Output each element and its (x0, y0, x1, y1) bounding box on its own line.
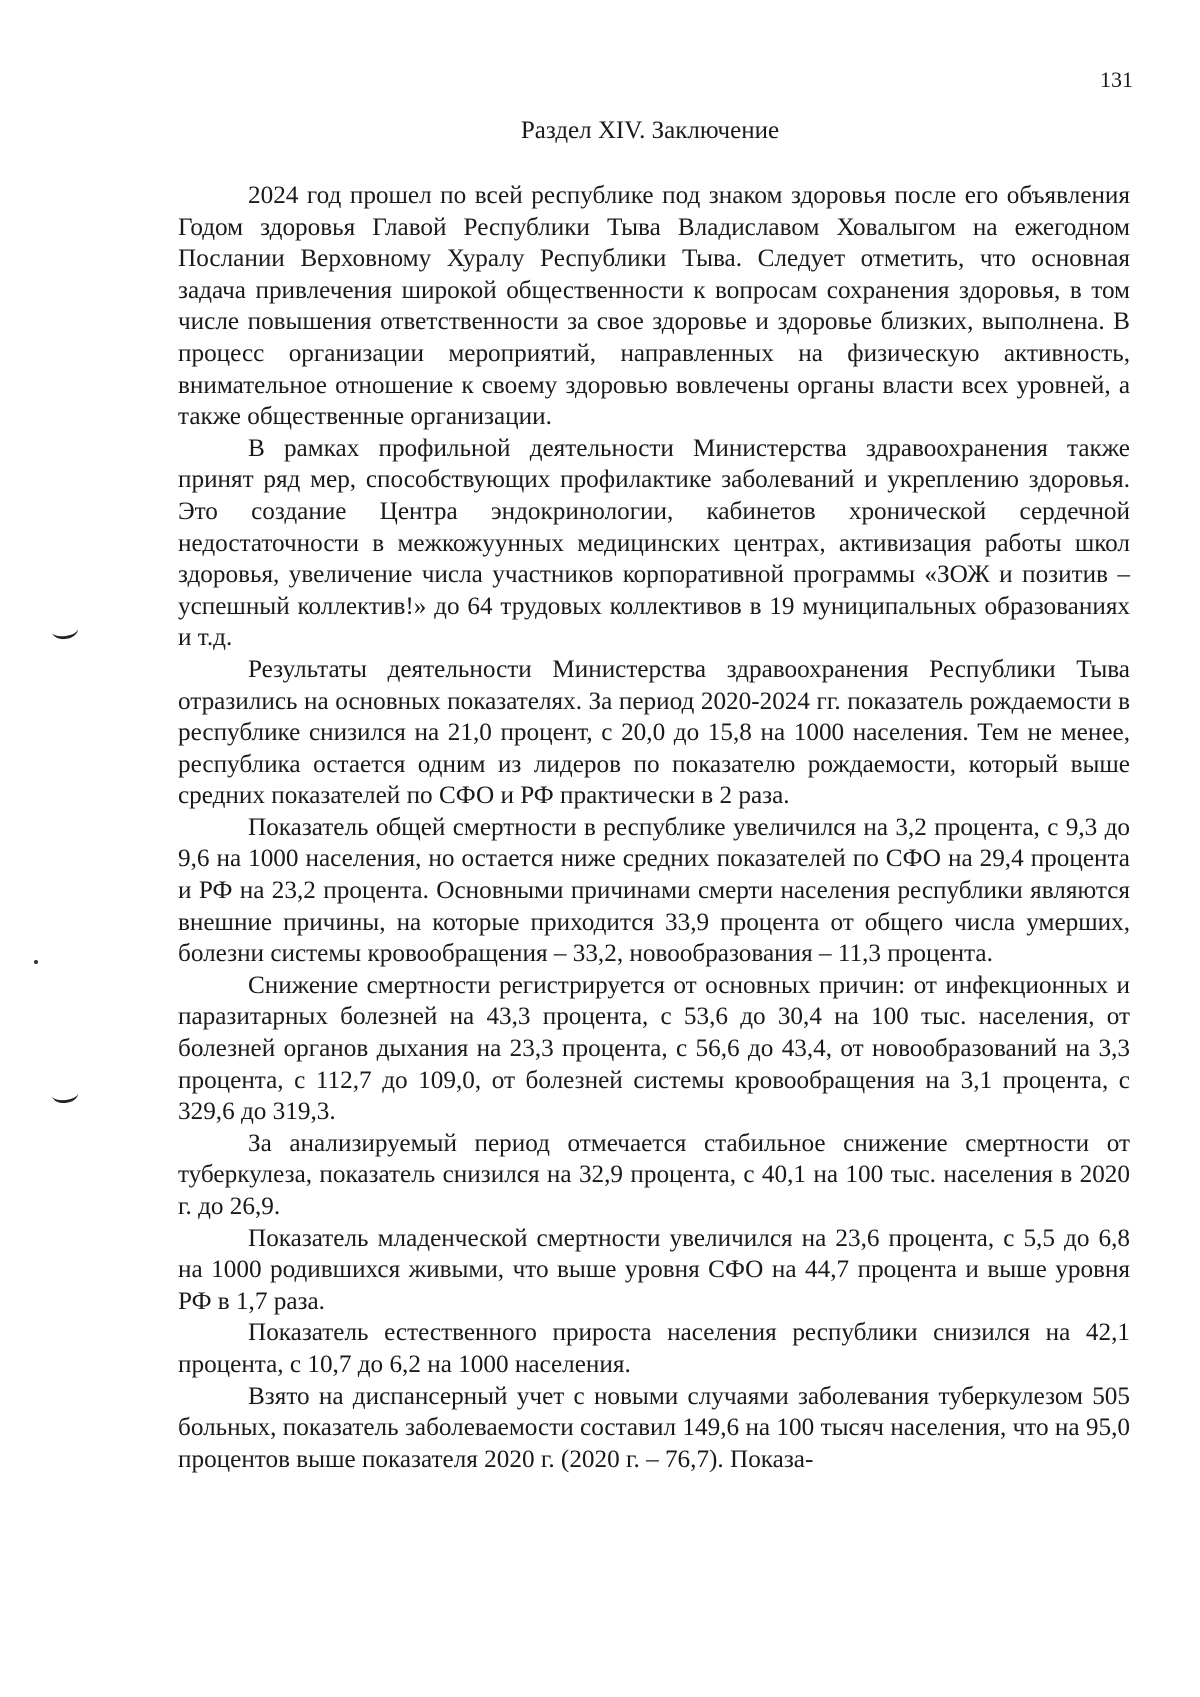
paragraph: В рамках профильной деятельности Министерства здравоохранения также принят ряд мер, способствующих профилактике заболеваний и укреплению здоровья. Это создание Центра эндокринологии, кабинетов хронической сердечной недостаточности в межкожуунных медицинских центрах, активизация работы школ здоровья, увеличение числа участников корпоративной программы «ЗОЖ и позитив – успешный коллектив!» до 64 трудовых коллективов в 19 муниципальных образованиях и т.д. (178, 434, 1130, 652)
body-text (178, 180, 1130, 1475)
paragraph: 2024 год прошел по всей республике под знаком здоровья после его объявления Годом здоровья Главой Республики Тыва Владиславом Ховалыгом на ежегодном Послании Верховному Хуралу Республики Тыва. Следует отметить, что основная задача привлечения широкой общественности к вопросам сохранения здоровья, в том числе повышения ответственности за свое здоровье и здоровье близких, выполнена. В процесс организации мероприятий, направленных на физическую активность, внимательное отношение к своему здоровью вовлечены органы власти всех уровней, а также общественные организации. (178, 182, 1130, 431)
paragraph: Результаты деятельности Министерства здравоохранения Республики Тыва отразились на основных показателях. За период 2020-2024 гг. показатель рождаемости в республике снизился на 21,0 процент, с 20,0 до 15,8 на 1000 населения. Тем не менее, республика остается одним из лидеров по показателю рождаемости, который выше средних показателей по СФО и РФ практически в 2 раза. (178, 655, 1130, 810)
margin-tick-mark (51, 620, 79, 640)
page-number: 131 (1100, 67, 1133, 92)
paragraph: За анализируемый период отмечается стабильное снижение смертности от туберкулеза, показатель снизился на 32,9 процента, с 40,1 на 100 тыс. населения в 2020 г. до 26,9. (178, 1129, 1130, 1220)
section-title: Раздел XIV. Заключение (520, 117, 780, 144)
paragraph: Взято на диспансерный учет с новыми случаями заболевания туберкулезом 505 больных, показатель заболеваемости составил 149,6 на 100 тысяч населения, что на 95,0 процентов выше показателя 2020 г. (2020 г. – 76,7). Показа- (178, 1382, 1130, 1473)
margin-tick-mark (51, 1085, 79, 1105)
scan-speck (34, 960, 38, 964)
paragraph: Показатель естественного прироста населения республики снизился на 42,1 процента, с 10,7 до 6,2 на 1000 населения. (178, 1319, 1130, 1378)
paragraph: Показатель младенческой смертности увеличился на 23,6 процента, с 5,5 до 6,8 на 1000 родившихся живыми, что выше уровня СФО на 44,7 процента и выше уровня РФ в 1,7 раза. (178, 1224, 1130, 1315)
paragraph: Снижение смертности регистрируется от основных причин: от инфекционных и паразитарных болезней на 43,3 процента, с 53,6 до 30,4 на 100 тыс. населения, от болезней органов дыхания на 23,3 процента, с 56,6 до 43,4, от новообразований на 3,3 процента, с 112,7 до 109,0, от болезней системы кровообращения на 3,1 процента, с 329,6 до 319,3. (178, 971, 1130, 1126)
paragraph: Показатель общей смертности в республике увеличился на 3,2 процента, с 9,3 до 9,6 на 1000 населения, но остается ниже средних показателей по СФО на 29,4 процента и РФ на 23,2 процента. Основными причинами смерти населения республики являются внешние причины, на которые приходится 33,9 процента от общего числа умерших, болезни системы кровообращения – 33,2, новообразования – 11,3 процента. (178, 813, 1130, 968)
